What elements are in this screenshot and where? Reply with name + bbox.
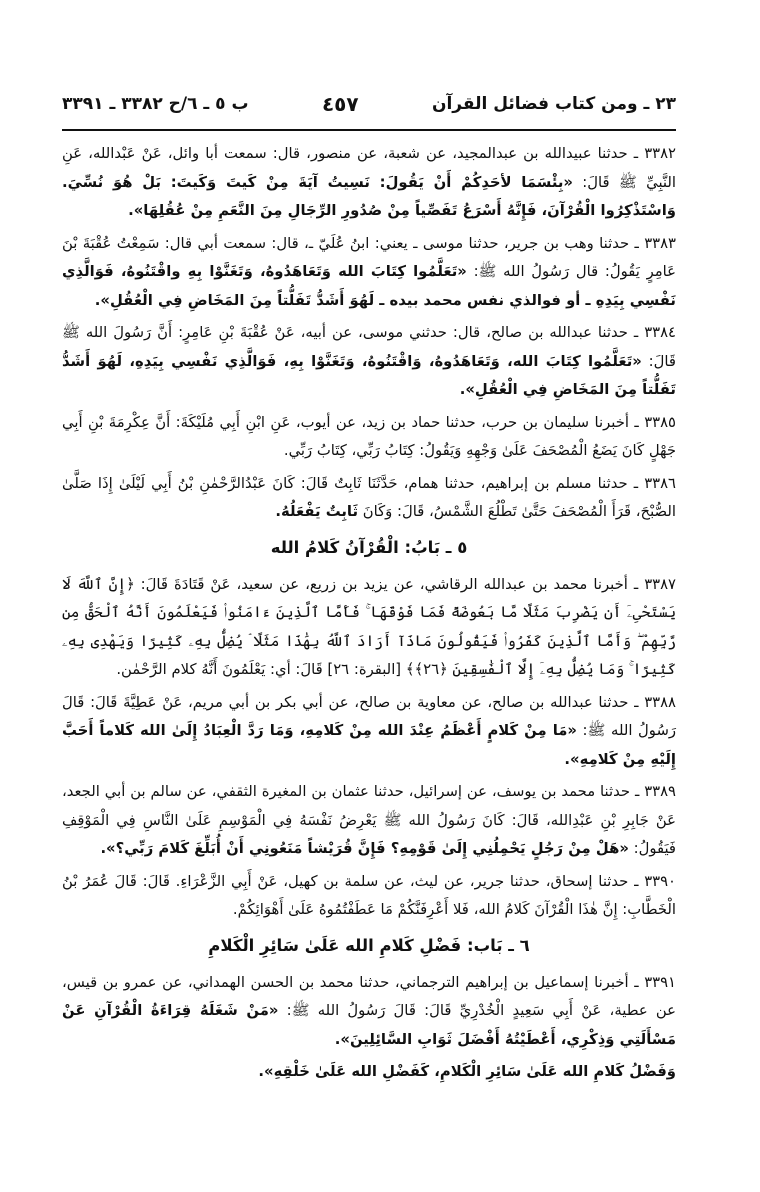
closing-matn: كَفَضْلِ الله عَلَىٰ خَلْقِهِ». bbox=[258, 1063, 430, 1080]
hadith-number: ٣٣٨٥ bbox=[644, 413, 676, 431]
hadith-number: ٣٣٨٦ bbox=[644, 474, 676, 492]
hadith-number: ٣٣٨٧ bbox=[644, 575, 676, 593]
hadith-matn: «تَعَلَّمُوا كِتَابَ الله، وَتَعَاهَدُوهُ، وَاقْتَنُوهُ، وَتَغَنَّوْا بِهِ، فَوَالَّذِي نَفْسِي بِيَدِهِ، لَهُوَ أَشَدُّ تَفَلُّتاً مِنَ المَخَاضِ فِي الْعُقُلِ». bbox=[62, 352, 676, 398]
hadith-isnad: ـ أخبرنا سليمان بن حرب، حدثنا حماد بن زيد، عن أيوب، عَنِ ابْنِ أَبِي مُلَيْكَةَ: أَنَّ عِكْرِمَةَ بْنِ أَبِي جَهْلٍ كَانَ يَضَعُ الْمُصْحَفَ عَلَىٰ وَجْهِهِ وَيَقُولُ: كِتَابُ رَبِّي، كِتَابُ رَبِّي. bbox=[62, 413, 676, 459]
hadith-matn: «هَلْ مِنْ رَجُلٍ يَحْمِلُنِي إِلَىٰ قَوْمِهِ؟ فَإِنَّ قُرَيْشاً مَنَعُونِي أَنْ أُبَلِّغَ كَلامَ رَبِّي؟». bbox=[100, 840, 629, 857]
hadith-isnad: ـ حدثنا عبدالله بن صالح، عن معاوية بن صالح، عن أبي بكر بن أبي مريم، عَنْ عَطِيَّةَ قَالَ: قَالَ رَسُولُ الله ﷺ: bbox=[62, 693, 676, 739]
hadith-3387 bbox=[62, 571, 676, 685]
hadith-number: ٣٣٨٩ bbox=[644, 783, 676, 800]
hadith-isnad: ـ أخبرنا محمد بن عبدالله الرقاشي، عن يزيد بن زريع، عن سعيد، عَنْ قَتَادَةَ قَالَ: bbox=[134, 575, 645, 593]
page-number: ٤٥٧ bbox=[321, 92, 359, 116]
closing-lead: وَفَضْلُ كَلامِ الله عَلَىٰ سَائِرِ الْكَلامِ، bbox=[429, 1063, 676, 1080]
hadith-isnad: ـ حدثنا عبيدالله بن عبدالمجيد، عن شعبة، عن منصور، قال: سمعت أبا وائل، عَنْ عَبْدالله، عَنِ النَّبِيِّ ﷺ قَالَ: bbox=[62, 145, 676, 191]
hadith-matn: «مَا مِنْ كَلامٍ أَعْظَمُ عِنْدَ الله مِنْ كَلامِهِ، وَمَا رَدَّ الْعِبَادُ إِلَىٰ الله كَلاماً أَحَبَّ إِلَيْهِ مِنْ كَلامِهِ». bbox=[62, 722, 676, 768]
chapter-heading-5: ٥ ـ بَابُ: الْقُرْآنُ كَلامُ الله bbox=[270, 537, 468, 557]
hadith-number: ٣٣٨٤ bbox=[644, 324, 676, 341]
hadith-matn: «تَعَلَّمُوا كِتَابَ الله وَتَعَاهَدُوهُ، وَتَغَنَّوْا بِهِ واقْتَنُوهُ، فَوَالَّذِي نَفْسِي بِيَدِهِ ـ أو فوالذي نفس محمد بيده ـ لَهُوَ أَشَدُّ تَفَلُّتاً مِنَ المَخَاضِ فِي الْعُقُلِ». bbox=[62, 263, 676, 309]
hadith-number: ٣٣٨٨ bbox=[644, 693, 676, 711]
hadith-3386 bbox=[62, 470, 676, 527]
closing-statement bbox=[62, 1058, 676, 1087]
hadith-number: ٣٣٨٢ bbox=[644, 145, 676, 162]
hadith-tail: [البقرة: ٢٦] قَالَ: أي: يَعْلَمُونَ أَنَّهُ كلام الرَّحْمٰن. bbox=[116, 661, 406, 678]
hadith-isnad: ـ أخبرنا إسماعيل بن إبراهيم الترجماني، حدثنا محمد بن الحسن الهمداني، عن عمرو بن قيس، عن عطية، عَنْ أَبِي سَعِيدٍ الْخُدْرِيِّ قَالَ: قَالَ رَسُولُ الله ﷺ: bbox=[62, 973, 676, 1019]
hadith-matn: «مَنْ شَغَلَهُ قِرَاءَةُ الْقُرْآنِ عَنْ مَسْأَلَتِي وَذِكْرِي، أَعْطَيْتُهُ أَفْضَلَ ثَوَابِ السَّائِلِينَ». bbox=[62, 1002, 676, 1048]
page-body bbox=[62, 140, 676, 1091]
hadith-isnad: ـ حدثنا محمد بن يوسف، عن إسرائيل، حدثنا عثمان بن المغيرة الثقفي، عن سالم بن أبي الجعد، عَنْ جَابِرِ بْنِ عَبْدِالله، قَالَ: كَانَ رَسُولُ الله ﷺ يَعْرِضُ نَفْسَهُ فِي الْمَوْسِمِ عَلَىٰ النَّاسِ فِي الْمَوْقِفِ فَيَقُولُ: bbox=[62, 783, 676, 857]
chapter-heading-6: ٦ ـ بَاب: فَضْلِ كَلامِ الله عَلَىٰ سَائِرِ الْكَلامِ bbox=[208, 935, 530, 955]
hadith-isnad: ـ حدثنا إسحاق، حدثنا جرير، عن ليث، عن سلمة بن كهيل، عَنْ أَبِي الزَّعْرَاءِ. قَالَ: قَالَ عُمَرُ بْنُ الْخَطَّابِ: إِنَّ هٰذَا الْقُرْآنَ كَلامُ الله، فَلا أَعْرِفَنَّكُمْ مَا عَطَفْتُمُوهُ عَلَىٰ أَهْوَائِكُمْ. bbox=[62, 872, 676, 918]
running-header bbox=[62, 84, 676, 124]
hadith-3383 bbox=[62, 230, 676, 316]
hadith-3382 bbox=[62, 140, 676, 226]
hadith-3389 bbox=[62, 778, 676, 864]
hadith-3384 bbox=[62, 319, 676, 405]
hadith-matn: ثَابِتٌ يَفْعَلُهُ. bbox=[275, 503, 359, 520]
hadith-3388 bbox=[62, 689, 676, 775]
header-chapter-title: ٢٣ ـ ومن كتاب فضائل القرآن bbox=[431, 94, 676, 114]
hadith-isnad: ـ حدثنا مسلم بن إبراهيم، حدثنا همام، حَدَّثَنَا ثَابِتٌ قَالَ: كَانَ عَبْدُالرَّحْمٰنِ بْنُ أَبِي لَيْلَىٰ إِذَا صَلَّىٰ الصُّبْحَ، قَرَأَ الْمُصْحَفَ حَتَّىٰ تَطْلُعَ الشَّمْسُ، قَالَ: وَكَانَ bbox=[62, 474, 676, 520]
hadith-number: ٣٣٩١ bbox=[644, 973, 676, 991]
hadith-3391 bbox=[62, 969, 676, 1055]
hadith-number: ٣٣٨٣ bbox=[644, 234, 676, 252]
hadith-3385 bbox=[62, 409, 676, 466]
hadith-isnad: ـ حدثنا عبدالله بن صالح، قال: حدثني موسى، عن أبيه، عَنْ عُقْبَةَ بْنِ عَامِرٍ: أَنَّ رَسُولَ الله ﷺ قَالَ: bbox=[62, 324, 676, 370]
hadith-number: ٣٣٩٠ bbox=[644, 872, 676, 890]
hadith-matn: «بِئْسَمَا لأحَدِكُمْ أَنْ يَقُولَ: نَسِيتُ آيَةَ مِنْ كَيتَ وَكَيتَ: بَلْ هُوَ نُسِّيَ. وَاسْتَذْكِرُوا الْقُرْآنَ، فَإِنَّهُ أَسْرَعُ تَفَصِّياً مِنْ صُدُورِ الرِّجَالِ مِنَ النَّعَمِ مِنْ عُقُلِهَا». bbox=[62, 173, 676, 219]
quran-verse: ﴿إِنَّ ٱللَّهَ لَا يَسْتَحْىِۦٓ أَن يَضْرِبَ مَثَلًا مَّا بَعُوضَةً فَمَا فَوْقَهَا ۚ فَأَمَّا ٱلَّذِينَ ءَامَنُوا۟ فَيَعْلَمُونَ أَنَّهُ ٱلْحَقُّ مِن رَّبِّهِمْ ۖ وَأَمَّا ٱلَّذِينَ كَفَرُوا۟ فَيَقُولُونَ مَاذَآ أَرَادَ ٱللَّهُ بِهَٰذَا مَثَلًا ۘ يُضِلُّ بِهِۦ كَثِيرًا وَيَهْدِى بِهِۦ كَثِيرًا ۚ وَمَا يُضِلُّ بِهِۦٓ إِلَّا ٱلْفَٰسِقِينَ ﴿٢٦﴾﴾ bbox=[62, 575, 676, 678]
hadith-isnad: ـ حدثنا وهب بن جرير، حدثنا موسى ـ يعني: ابنُ عُلَيّ ـ، قال: سمعت أبي قال: سَمِعْتُ عُقْبَةَ بْنَ عَامِرٍ يَقُولُ: قال رَسُولُ الله ﷺ: bbox=[62, 234, 677, 280]
hadith-3390 bbox=[62, 868, 676, 925]
header-rule bbox=[62, 129, 676, 131]
header-hadith-range: ب ٥ ـ ٦/ح ٣٣٨٢ ـ ٣٣٩١ bbox=[62, 94, 249, 114]
